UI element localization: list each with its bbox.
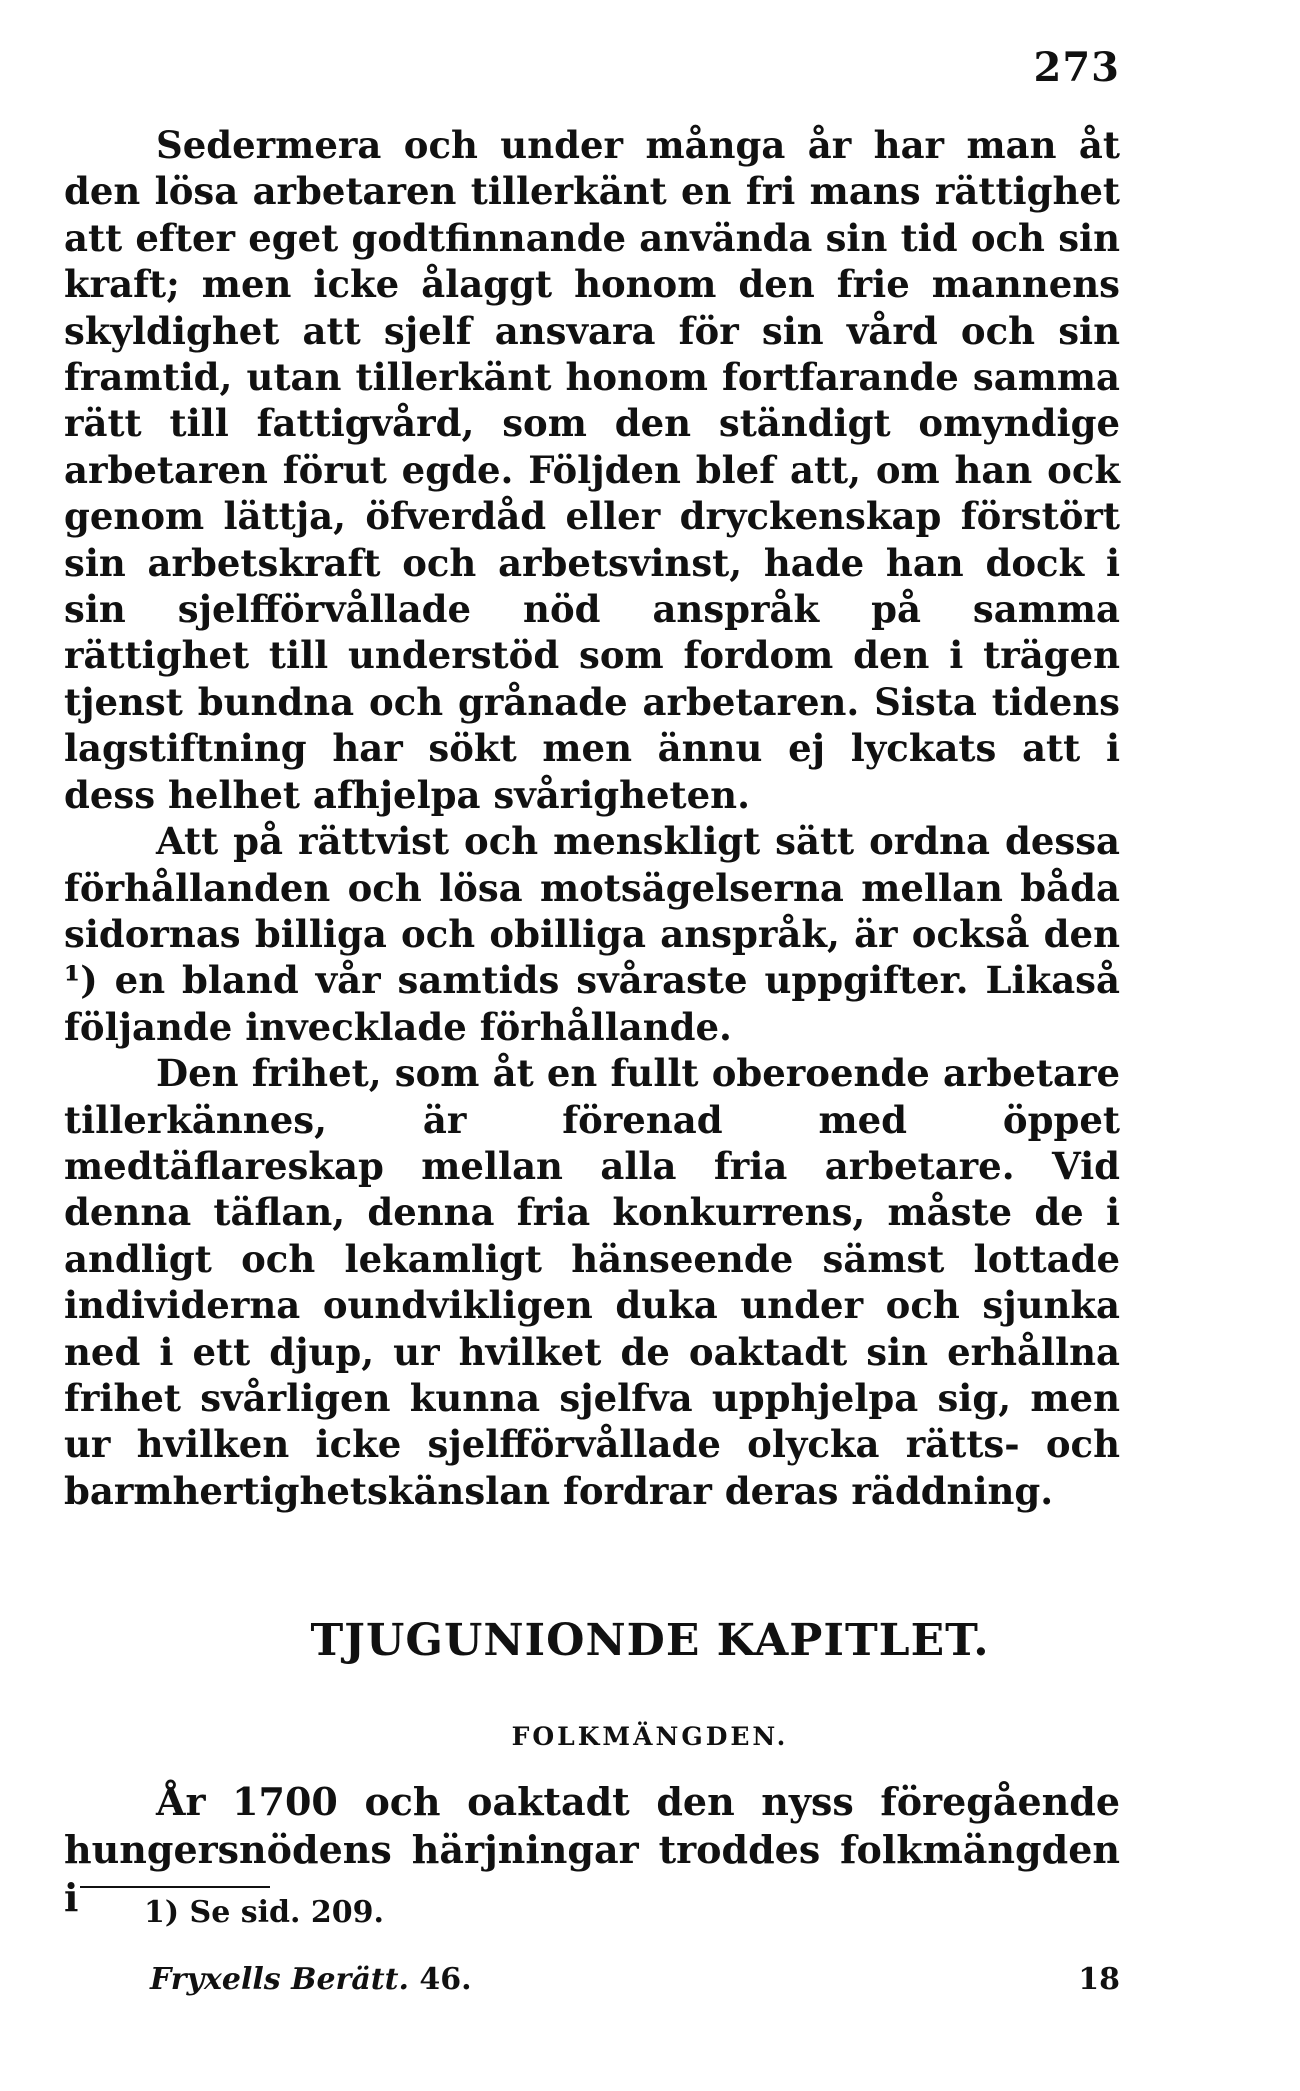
signature-title: Fryxells Berätt. — [150, 1962, 409, 1997]
printer-signature — [150, 1962, 472, 1997]
footnote-rule — [80, 1886, 270, 1888]
body-text — [64, 122, 1120, 1514]
sheet-number: 18 — [1078, 1962, 1120, 1997]
signature-volume: 46. — [419, 1962, 472, 1997]
chapter-title: TJUGUNIONDE KAPITLET. — [310, 1615, 990, 1666]
page-number: 273 — [1033, 44, 1120, 91]
paragraph: Sedermera och under många år har man åt den lösa arbetaren tillerkänt en fri mans rättighet att efter eget godtfinnande använda sin tid och sin kraft; men icke ålaggt honom den frie mannens skyldighet att sjelf ansvara för sin vård och sin framtid, utan tillerkänt honom fortfarande samma rätt till fattigvård, som den ständigt omyndige arbetaren förut egde. Följden blef att, om han ock genom lättja, öfverdåd eller dryckenskap förstört sin arbetskraft och arbetsvinst, hade han dock i sin sjelfförvållade nöd anspråk på samma rättighet till understöd som fordom den i trägen tjenst bundna och grånade arbetaren. Sista tidens lagstiftning har sökt men ännu ej lyckats att i dess helhet afhjelpa svårigheten. — [64, 123, 1120, 817]
paragraph: Den frihet, som åt en fullt oberoende arbetare tillerkännes, är förenad med öppet medtäflareskap mellan alla fria arbetare. Vid denna täflan, denna fria konkurrens, måste de i andligt och lekamligt hänseende sämst lottade individerna oundvikligen duka under och sjunka ned i ett djup, ur hvilket de oaktadt sin erhållna frihet svårligen kunna sjelfva upphjelpa sig, men ur hvilken icke sjelfförvållade olycka rätts- och barmhertighetskänslan fordrar deras räddning. — [64, 1051, 1120, 1513]
paragraph: Att på rättvist och menskligt sätt ordna dessa förhållanden och lösa motsägelserna mellan båda sidornas billiga och obilliga anspråk, är också den ¹) en bland vår samtids svåraste uppgifter. Likaså följande invecklade förhållande. — [64, 819, 1120, 1049]
section-title: FOLKMÄNGDEN. — [511, 1722, 789, 1751]
footnote — [144, 1895, 384, 1930]
footnote-marker: 1) — [144, 1895, 180, 1930]
paragraph: År 1700 och oaktadt den nyss föregående hungersnödens härjningar troddes folkmängden i — [64, 1779, 1120, 1920]
footnote-text: Se sid. 209. — [189, 1895, 384, 1930]
